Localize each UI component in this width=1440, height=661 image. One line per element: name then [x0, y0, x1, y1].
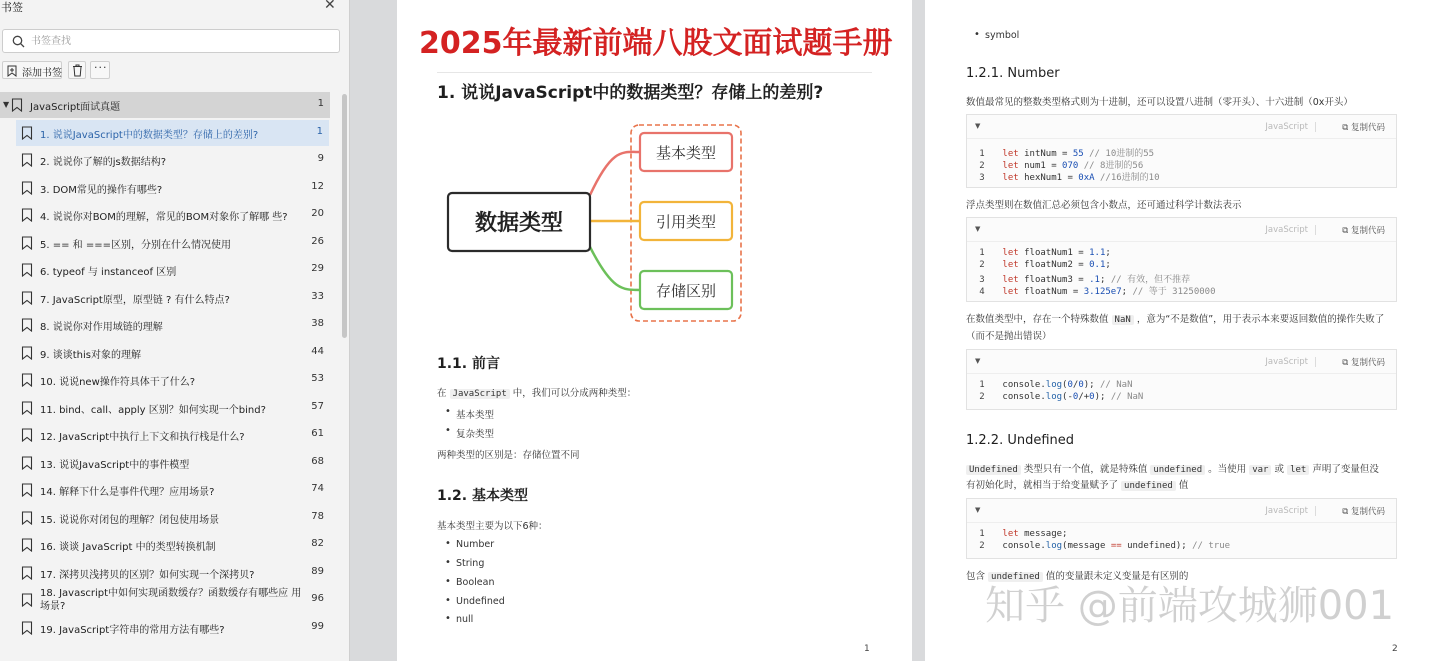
bookmark-page: 26 [311, 235, 324, 247]
bookmark-page: 20 [311, 208, 324, 219]
bookmark-item[interactable] [0, 395, 330, 421]
watermark: 知乎 @前端攻城狮001 [985, 583, 1395, 629]
title-divider [437, 72, 872, 73]
list-item: • Boolean [456, 577, 494, 588]
list-item: • Number [456, 539, 494, 550]
document-title: 2025年最新前端八股文面试题手册 [419, 26, 893, 61]
bookmark-label: 13. 说说JavaScript中的事件模型 [40, 459, 190, 471]
bookmark-icon [21, 373, 33, 387]
bookmark-icon [21, 153, 33, 167]
page-number: 1 [864, 644, 870, 654]
list-item: • symbol [985, 30, 1019, 41]
bookmark-icon [21, 346, 33, 360]
bookmark-label: 3. DOM常见的操作有哪些? [40, 184, 163, 196]
code-block-header [967, 218, 1396, 242]
bookmark-icon [21, 181, 33, 195]
sidebar-title: 书签 [1, 1, 23, 14]
text-fragment: 在数值类型中，存在一个特殊数值 [966, 314, 1109, 325]
bookmark-page: 53 [311, 373, 324, 384]
list-item: • 复杂类型 [456, 426, 494, 440]
code-block-1 [966, 114, 1397, 188]
delete-bookmark-button[interactable] [68, 61, 86, 79]
mindmap-node-3: 存储区别 [655, 282, 717, 300]
mindmap-branch-3 [590, 247, 640, 290]
section-heading-1-2-1: 1.2.1. Number [966, 66, 1060, 81]
page-number: 2 [1392, 644, 1398, 654]
bookmark-item[interactable] [0, 505, 330, 531]
bookmark-label: 12. JavaScript中执行上下文和执行栈是什么? [40, 432, 245, 443]
close-icon[interactable]: ✕ [324, 0, 336, 13]
collapse-caret-icon[interactable]: ▼ [975, 122, 981, 130]
bookmark-item[interactable] [16, 120, 329, 146]
copy-code-button[interactable]: ⧉ 复制代码 [1342, 358, 1385, 368]
bookmark-search-box[interactable] [2, 29, 340, 53]
bookmark-item[interactable] [0, 532, 330, 558]
code-block-4 [966, 498, 1397, 559]
paragraph: 两种类型的区别是：存储位置不同 [437, 450, 580, 461]
bookmark-icon [21, 456, 33, 470]
code-language: JavaScript [1265, 506, 1308, 516]
bookmark-page: 33 [311, 290, 324, 302]
list-item: • null [456, 614, 473, 625]
bookmark-label: 2. 说说你了解的js数据结构? [40, 157, 167, 168]
bookmark-label: 1. 说说JavaScript中的数据类型？存储上的差别? [40, 129, 259, 141]
header-separator [1315, 506, 1316, 516]
section-heading-1-1: 1.1. 前言 [437, 356, 500, 372]
bookmark-label: 4. 说说你对BOM的理解，常见的BOM对象你了解哪 些? [40, 212, 288, 223]
text-fragment: 包含 [966, 571, 986, 582]
bookmark-label: 19. JavaScript字符串的常用方法有哪些? [40, 624, 225, 636]
paragraph-undefined-cont [966, 477, 1188, 491]
paragraph-intro [437, 385, 636, 399]
bookmark-label: 18. Javascript中如何实现函数缓存？函数缓存有哪些应 用场景? [40, 588, 302, 612]
bookmark-root[interactable] [0, 92, 330, 118]
header-separator [1315, 357, 1316, 367]
bookmark-page: 57 [311, 400, 324, 412]
expand-arrow-icon[interactable]: ▼ [3, 100, 10, 109]
inline-code: Undefined [966, 465, 1021, 475]
text-fragment: ，意为“不是数值”，用于表示本来要返回数值的操作失败了 [1136, 314, 1385, 325]
code-line: 1 let floatNum1 = 1.1; [979, 248, 1111, 258]
bookmark-icon [21, 566, 33, 580]
code-line: 3 let floatNum3 = .1; // 有效，但不推荐 [979, 275, 1191, 285]
text-fragment: 。当使用 [1208, 464, 1247, 475]
bookmark-label: 7. JavaScript原型，原型链 ? 有什么特点? [40, 294, 230, 306]
code-language: JavaScript [1265, 122, 1308, 132]
text-fragment: 值的变量跟未定义变量是有区别的 [1045, 571, 1189, 582]
bookmark-item[interactable] [0, 450, 330, 476]
bookmark-page: 12 [311, 180, 324, 192]
code-line: 1 let intNum = 55 // 10进制的55 [979, 149, 1155, 159]
bookmark-item[interactable] [0, 147, 330, 173]
bookmark-search-input[interactable] [31, 33, 331, 49]
section-heading-1-2: 1.2. 基本类型 [437, 488, 528, 504]
code-block-2 [966, 217, 1397, 302]
list-item: • 基本类型 [456, 407, 494, 421]
bookmark-item[interactable] [0, 477, 330, 503]
trash-icon [72, 64, 83, 77]
paragraph: 基本类型主要为以下6种： [437, 521, 548, 532]
mindmap-node-2: 引用类型 [655, 213, 717, 231]
bookmark-page: 89 [311, 565, 324, 577]
text-fragment: 有初始化时，就相当于给变量赋予了 [966, 480, 1119, 491]
section-heading-1-2-2: 1.2.2. Undefined [966, 433, 1075, 448]
copy-code-label: 复制代码 [1350, 123, 1385, 133]
bookmark-label: 11. bind、call、apply 区别？如何实现一个bind? [40, 404, 266, 416]
code-line: 1 console.log(0/0); // NaN [979, 380, 1133, 390]
code-line: 2 let floatNum2 = 0.1; [979, 260, 1111, 270]
bookmark-icon [21, 291, 33, 305]
bookmark-item[interactable] [0, 230, 330, 256]
bookmark-icon [21, 263, 33, 277]
bookmark-icon [21, 428, 33, 442]
code-line: 1 let message; [979, 529, 1068, 539]
bookmark-label: JavaScript面试真题 [30, 102, 121, 113]
bookmark-label: 17. 深拷贝浅拷贝的区别？如何实现一个深拷贝? [40, 569, 255, 581]
bookmark-item[interactable] [0, 560, 330, 586]
bookmark-label: 5. == 和 ===区别，分别在什么情况使用 [40, 239, 231, 251]
list-item: • Undefined [456, 596, 505, 607]
list-item: • String [456, 558, 484, 569]
bookmark-page: 38 [311, 318, 324, 329]
bookmark-page: 9 [317, 153, 324, 164]
sidebar-header [0, 0, 350, 14]
heading-1: 1. 说说JavaScript中的数据类型？存储上的差别? [437, 83, 824, 103]
sidebar-scrollbar[interactable] [342, 94, 347, 338]
header-separator [1315, 225, 1316, 235]
paragraph: （而不是抛出错误） [966, 331, 1052, 342]
collapse-caret-icon[interactable]: ▼ [975, 506, 981, 514]
code-line: 2 let num1 = 070 // 8进制的56 [979, 161, 1144, 171]
bookmark-icon [21, 538, 33, 552]
bookmark-page: 1 [317, 98, 324, 109]
bookmark-item[interactable] [0, 312, 330, 338]
bookmark-page: 68 [311, 455, 324, 467]
code-line: 4 let floatNum = 3.125e7; // 等于 31250000 [979, 287, 1216, 297]
bookmark-page: 82 [311, 538, 324, 549]
bookmark-label: 10. 说说new操作符具体干了什么? [40, 377, 196, 388]
paragraph-undefined [966, 461, 1379, 475]
code-language: JavaScript [1265, 225, 1308, 235]
bookmark-page: 1 [316, 125, 323, 137]
copy-code-button[interactable]: ⧉ 复制代码 [1342, 507, 1385, 517]
search-icon [12, 35, 25, 48]
mindmap-node-1: 基本类型 [655, 144, 717, 162]
bookmark-label: 15. 说说你对闭包的理解？闭包使用场景 [40, 514, 220, 526]
bookmark-label: 8. 说说你对作用域链的理解 [40, 322, 163, 333]
inline-code: let [1287, 465, 1309, 475]
inline-code: undefined [1121, 481, 1176, 491]
bookmark-label: 6. typeof 与 instanceof 区别 [40, 267, 177, 278]
bookmark-item[interactable] [0, 340, 330, 366]
collapse-caret-icon[interactable]: ▼ [975, 357, 981, 365]
add-bookmark-icon [6, 65, 18, 77]
bookmark-page: 74 [311, 483, 324, 494]
inline-code: var [1249, 465, 1271, 475]
bookmark-page: 29 [311, 263, 324, 274]
more-icon: ··· [94, 61, 108, 74]
mindmap-center-text: 数据类型 [474, 211, 564, 236]
text-fragment: 在 [437, 388, 447, 399]
text-fragment: 值 [1178, 480, 1189, 491]
inline-code: undefined [1150, 465, 1205, 475]
bookmark-page: 61 [311, 428, 324, 439]
mindmap-branch-1 [590, 152, 640, 195]
bookmark-item[interactable] [0, 257, 330, 283]
bookmark-item[interactable] [0, 422, 330, 448]
add-bookmark-button[interactable] [2, 61, 62, 79]
collapse-caret-icon[interactable]: ▼ [975, 225, 981, 233]
copy-code-button[interactable]: ⧉ 复制代码 [1342, 123, 1385, 133]
code-block-header [967, 115, 1396, 139]
bookmark-page: 78 [311, 510, 324, 522]
bookmark-icon [21, 208, 33, 222]
bookmark-icon [21, 511, 33, 525]
bookmark-item[interactable] [0, 367, 330, 393]
bookmark-sidebar [0, 0, 350, 661]
inline-code: JavaScript [450, 389, 510, 399]
bookmark-item[interactable] [0, 202, 330, 228]
code-block-header [967, 350, 1396, 374]
paragraph: 浮点类型则在数值汇总必须包含小数点，还可通过科学计数法表示 [966, 200, 1242, 211]
data-types-mindmap [437, 118, 757, 328]
header-separator [1315, 122, 1316, 132]
bookmark-icon [21, 318, 33, 332]
bookmark-item[interactable] [0, 587, 330, 613]
pdf-page-1 [397, 0, 912, 661]
code-block-header [967, 499, 1396, 523]
text-fragment: 类型只有一个值，就是特殊值 [1023, 464, 1148, 475]
copy-code-button[interactable]: ⧉ 复制代码 [1342, 226, 1385, 236]
paragraph: 数值最常见的整数类型格式则为十进制，还可以设置八进制（零开头）、十六进制（0x开头） [966, 97, 1353, 108]
code-line: 3 let hexNum1 = 0xA //16进制的10 [979, 173, 1160, 183]
bookmark-icon [21, 621, 33, 635]
bookmark-icon [21, 236, 33, 250]
bookmark-item[interactable] [0, 175, 330, 201]
bookmark-icon [21, 126, 33, 140]
bookmark-icon [21, 401, 33, 415]
bookmark-item[interactable] [0, 285, 330, 311]
copy-code-label: 复制代码 [1350, 358, 1385, 368]
bookmark-page: 96 [311, 593, 324, 604]
pdf-page-2 [925, 0, 1440, 661]
copy-code-label: 复制代码 [1350, 226, 1385, 236]
code-block-3 [966, 349, 1397, 410]
bookmark-label: 14. 解释下什么是事件代理？应用场景? [40, 487, 215, 498]
bookmark-label: 9. 谈谈this对象的理解 [40, 349, 141, 361]
paragraph-nan [966, 311, 1384, 325]
inline-code: undefined [988, 572, 1043, 582]
copy-code-label: 复制代码 [1350, 507, 1385, 517]
bookmark-icon [21, 483, 33, 497]
text-fragment: 中，我们可以分成两种类型： [512, 388, 637, 399]
text-fragment: 或 [1274, 464, 1285, 475]
bookmark-item[interactable] [0, 615, 330, 641]
bookmark-icon [21, 593, 33, 607]
code-line: 2 console.log(-0/+0); // NaN [979, 392, 1144, 402]
bookmark-page: 44 [311, 345, 324, 357]
bookmark-icon [11, 98, 23, 112]
inline-code: NaN [1112, 315, 1134, 325]
bookmark-page: 99 [311, 620, 324, 632]
text-fragment: 声明了变量但没 [1312, 464, 1379, 475]
more-options-button[interactable] [90, 61, 110, 79]
bookmark-label: 16. 谈谈 JavaScript 中的类型转换机制 [40, 542, 216, 553]
code-line: 2 console.log(message == undefined); // true [979, 541, 1231, 551]
code-language: JavaScript [1265, 357, 1308, 367]
add-bookmark-label: 添加书签 [22, 68, 62, 79]
